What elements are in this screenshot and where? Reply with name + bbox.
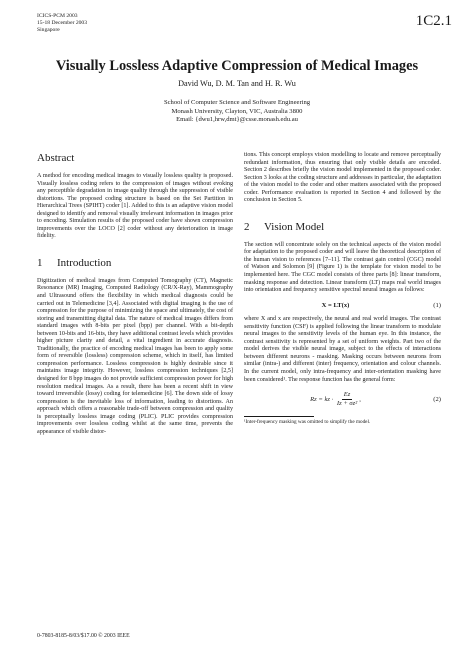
equation-2-tail: , xyxy=(359,396,361,404)
equation-2-lhs: Rz = kz · xyxy=(310,396,334,404)
equation-2-numerator: Ez xyxy=(343,391,351,399)
footnote: ¹Inter-frequency masking was omitted to simplify the model. xyxy=(244,419,371,426)
equation-1-body: X = LT(x) xyxy=(321,301,350,309)
paper-authors: David Wu, D. M. Tan and H. R. Wu xyxy=(178,79,296,88)
section-title: Vision Model xyxy=(264,220,325,233)
conference-dates: 15-18 December 2003 xyxy=(37,20,88,27)
paper-title: Visually Lossless Adaptive Compression of Medical Images xyxy=(55,58,419,74)
introduction-continued-text: tions. This concept employs vision modelling to locate and remove perceptually redundant information, thus ensuring that only visible details are encoded. Section 2 describes briefly the vision model implemented in the proposed coder. Section 3 looks at the coding structure and addresses in particular, the adaptation of the vision model to the coder and other matters associated with the proposed coder. Performance evaluation is reported in Section 4 and followed by the conclusion in Section 5. xyxy=(244,152,441,204)
equation-2 xyxy=(244,391,441,408)
conference-info xyxy=(37,13,87,35)
vision-model-text-continued: where X and x are respectively, the neural and real world images. The contrast sensitivity function (CSF) is applied following the linear transform to modulate neural images to the sensitivity levels of the human eye. In this instance, the contrast sensitivity is represented by a set of uniform weights. Part two of the model derives the visible neural image, subject to the effects of interactions between different neurons - masking. Masking occurs between neurons from similar (intra-) and different (inter) frequency, orientation and colour channels. In the current model, only intra-frequency and inter-orientation masking have been considered¹. The response function has the general form: xyxy=(244,316,441,383)
section-number: 2 xyxy=(244,220,250,233)
section-title: Introduction xyxy=(57,256,112,269)
right-column xyxy=(244,152,441,426)
left-column xyxy=(37,152,233,436)
equation-2-body xyxy=(244,391,427,408)
abstract-heading: Abstract xyxy=(37,152,75,164)
footnote-divider xyxy=(244,416,314,417)
affiliation-university: Monash University, Clayton, VIC, Australia 3800 xyxy=(171,107,303,115)
copyright-line: 0-7803-8185-8/03/$17.00 © 2003 IEEE xyxy=(37,633,130,639)
conference-location: Singapore xyxy=(37,27,60,34)
equation-2-number: (2) xyxy=(433,395,441,403)
introduction-text: Digitization of medical images from Computed Tomography (CT), Magnetic Resonance (MR) Imaging, Computed Radiology (CR/X-Ray), Mammography and Ultrasound offers the flexibility in which medical diagnosis could be carried out in Telemedicine [3,4]. Associated with digital imaging is the use of compression for the purpose of minimizing the space and ultimately, the cost of storing and transmitting digital data. The nature of medical images differs from standard images with 8-bits per pixel (bpp) per channel. With a bit-depth between 10-bits and 16-bits, they have additional contrast levels which provides higher picture clarity and detail, a vital ingredient in accurate diagnosis. Traditionally, the practice of encoding medical images has been to apply some form of reversible (lossless) compression scheme, which in itself, has limited compression performance. Lossless compression is highly desirable since it maintains image integrity. However, lossless compression techniques [2,5] designed for 8 bpp images do not provide sufficient compression power for high resolution medical images. As a result, there has been a recent shift in view toward irreversible (lossy) coding for telemedicine [6]. The down side of lossy compression is the inevitable loss of information, leading to distortions. An approach which offers a reasonable trade-off between compression and quality is perceptually lossless image coding (PLIC). PLIC provides compression improvements over lossless coding whilst at the same time, prevents the appearance of visible distor- xyxy=(37,277,233,435)
introduction-heading xyxy=(37,257,233,270)
equation-2-denominator: Iz + σz² xyxy=(336,400,358,408)
affiliation-email: Email: {dwu1,hrw,dmt}@csse.monash.edu.au xyxy=(176,116,298,124)
abstract-text: A method for encoding medical images to visually lossless quality is proposed. Visually lossless coding refers to the compression of images without evoking any perceptible degradation in image quality through the suppression of visible distortions. The proposed coding structure is based on the Set Partition in Hierarchical Trees (SPIHT) coder [1]. Added to this is an adaptive vision model designed to identify and removal visually irrelevant information in images prior to encoding. Simulation results of the proposed coder have shown compression improvements over the LOCO [2] coder without any deterioration in image fidelity. xyxy=(37,173,233,240)
author-affiliation xyxy=(0,99,474,125)
paper-id: 1C2.1 xyxy=(415,13,452,29)
vision-model-text: The section will concentrate solely on the technical aspects of the vision model for adaptation to the proposed coder and will leave the theoretical description of the human vision to references [7–11]. The contrast gain control (CGC) model of Watson and Solomon [9] (Figure 1) is the template for vision model to be implemented here. The CGC model consists of three parts [8]: linear transform, masking response and detection. Linear transform (LT) maps real world images into orientation and frequency sensitive spectral neural images as follows: xyxy=(244,241,441,294)
equation-1 xyxy=(244,302,441,310)
affiliation-school: School of Computer Science and Software Engineering xyxy=(163,99,311,106)
vision-model-heading xyxy=(244,221,441,234)
section-number: 1 xyxy=(37,256,43,269)
conference-name: ICICS-PCM 2003 xyxy=(37,13,78,19)
equation-2-fraction xyxy=(335,391,359,408)
equation-1-number: (1) xyxy=(433,301,441,309)
